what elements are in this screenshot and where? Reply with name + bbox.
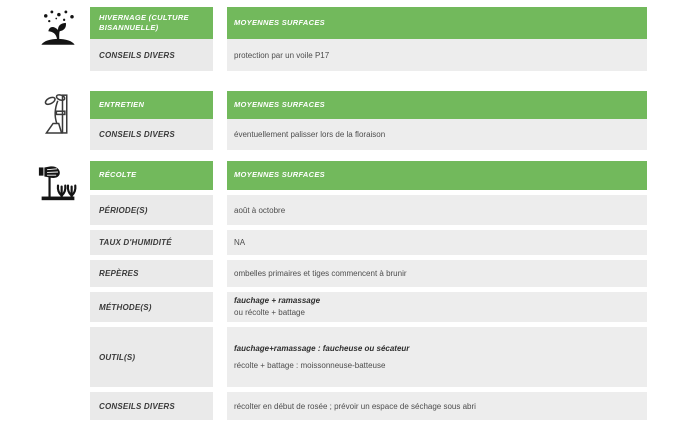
section-hivernage bbox=[0, 7, 647, 71]
row-value bbox=[227, 39, 647, 71]
data-row bbox=[90, 119, 647, 150]
row-value bbox=[227, 195, 647, 225]
row-label: OUTIL(S) bbox=[90, 327, 213, 387]
section-icon-column bbox=[0, 91, 90, 150]
row-value bbox=[227, 327, 647, 387]
seedling-seeds-icon bbox=[37, 8, 79, 50]
section-header-row bbox=[90, 91, 647, 119]
row-label: PÉRIODE(S) bbox=[90, 195, 213, 225]
section-header-row bbox=[90, 7, 647, 39]
section-title: HIVERNAGE (CULTURE BISANNUELLE) bbox=[90, 7, 213, 39]
row-value bbox=[227, 260, 647, 287]
data-row bbox=[90, 260, 647, 287]
staked-plant-icon bbox=[37, 92, 71, 138]
row-label: CONSEILS DIVERS bbox=[90, 39, 213, 71]
row-label: CONSEILS DIVERS bbox=[90, 119, 213, 150]
value-line: NA bbox=[234, 238, 246, 247]
row-label: TAUX D'HUMIDITÉ bbox=[90, 230, 213, 255]
section-title: ENTRETIEN bbox=[90, 91, 213, 119]
value-line: éventuellement palisser lors de la floraison bbox=[234, 130, 386, 139]
column-header: MOYENNES SURFACES bbox=[227, 7, 647, 39]
section-title: RÉCOLTE bbox=[90, 161, 213, 190]
harvest-hand-icon bbox=[37, 162, 79, 202]
section-icon-column bbox=[0, 7, 90, 71]
row-value bbox=[227, 119, 647, 150]
row-value bbox=[227, 392, 647, 420]
section-header-row bbox=[90, 161, 647, 190]
data-row bbox=[90, 292, 647, 322]
value-line: récolter en début de rosée ; prévoir un espace de séchage sous abri bbox=[234, 401, 476, 411]
value-line: récolte + battage : moissonneuse-batteuse bbox=[234, 361, 386, 370]
section-table bbox=[90, 7, 647, 71]
value-line: fauchage+ramassage : faucheuse ou sécateur bbox=[234, 344, 410, 353]
section-recolte bbox=[0, 161, 647, 420]
row-value bbox=[227, 292, 647, 322]
data-row bbox=[90, 327, 647, 387]
data-row bbox=[90, 195, 647, 225]
value-line: ou récolte + battage bbox=[234, 308, 305, 317]
column-header: MOYENNES SURFACES bbox=[227, 91, 647, 119]
section-icon-column bbox=[0, 161, 90, 420]
row-label: REPÈRES bbox=[90, 260, 213, 287]
section-table bbox=[90, 91, 647, 150]
value-line: ombelles primaires et tiges commencent à brunir bbox=[234, 269, 407, 278]
row-label: CONSEILS DIVERS bbox=[90, 392, 213, 420]
section-table bbox=[90, 161, 647, 420]
row-value bbox=[227, 230, 647, 255]
data-row bbox=[90, 230, 647, 255]
value-line: protection par un voile P17 bbox=[234, 50, 330, 60]
data-row bbox=[90, 39, 647, 71]
section-entretien bbox=[0, 91, 647, 150]
data-row bbox=[90, 392, 647, 420]
value-line: août à octobre bbox=[234, 205, 286, 215]
row-label: MÉTHODE(S) bbox=[90, 292, 213, 322]
sections-container bbox=[0, 7, 700, 420]
column-header: MOYENNES SURFACES bbox=[227, 161, 647, 190]
value-line: fauchage + ramassage bbox=[234, 296, 321, 305]
